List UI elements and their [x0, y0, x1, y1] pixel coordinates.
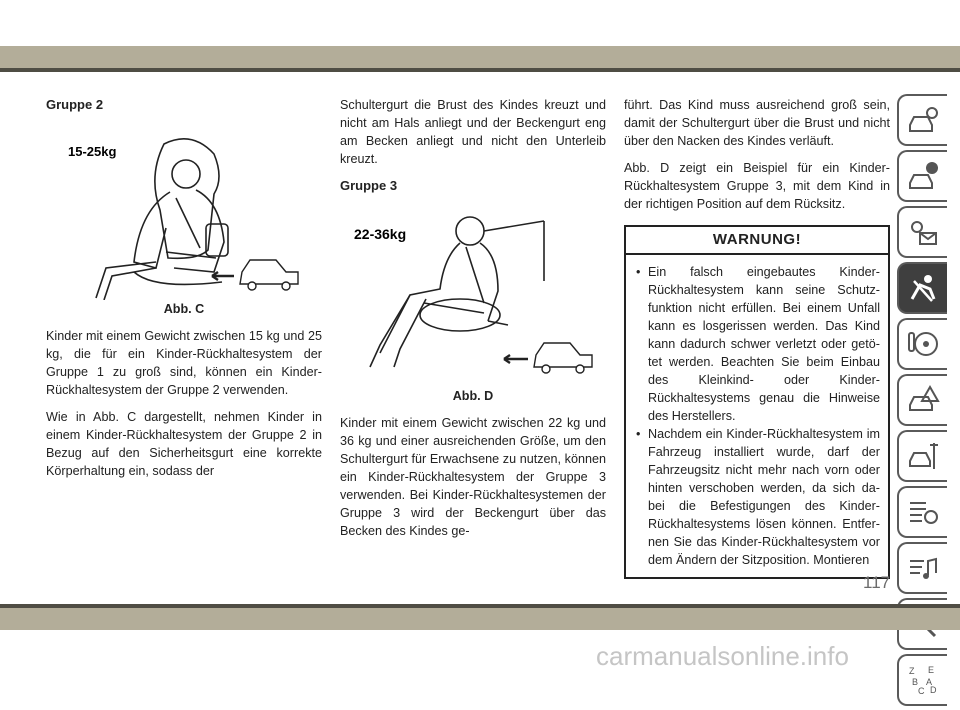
tab-dashboard-warning[interactable]	[897, 150, 947, 202]
tab-alphabet-index[interactable]	[897, 654, 947, 706]
lights-message-icon	[906, 215, 940, 249]
warning-title: WARNUNG!	[626, 227, 888, 255]
paragraph: führt. Das Kind muss ausreichend groß sein, damit der Schultergurt über die Brust und nicht über den Nacken des Kindes verläuft.	[624, 98, 890, 148]
figure-c	[46, 122, 322, 300]
footer-line	[0, 604, 960, 608]
column-2	[340, 96, 606, 549]
svg-text:A: A	[926, 677, 933, 687]
watermark: carmanualsonline.info	[596, 641, 849, 671]
tab-car-info[interactable]	[897, 94, 947, 146]
tab-multimedia[interactable]	[897, 542, 947, 594]
figure-d	[340, 203, 606, 387]
dashboard-warning-icon	[906, 159, 940, 193]
child-booster-seat-illustration	[46, 122, 322, 300]
car-info-icon	[906, 103, 940, 137]
car-icon	[504, 343, 592, 373]
warning-box	[624, 225, 890, 579]
paragraph: Kinder mit einem Gewicht zwischen 15 kg und 25 kg, die für ein Kinder-Rückhaltesystem der Gruppe 1 zu groß sind, können ein Kinder-Rückhaltesystem der Gruppe 2 verwenden.	[46, 329, 322, 397]
warning-item: • Nachdem ein Kinder-Rückhaltesystem im Fahrzeug installiert wurde, darf der Fahrzeugsitz nicht mehr nach vorn oder hinten verschoben werden, da sich da-bei die Befestigungen des Kinder-Rückhaltesystems lösen können. Entfer-nen Sie das Kinder-Rückhaltesystem vor dem Ändern der Sitzposition. Montieren	[634, 425, 880, 569]
figure-caption-c: Abb. C	[163, 302, 205, 316]
svg-text:E: E	[928, 665, 935, 675]
figure-weight-label: 22-36kg	[354, 226, 407, 242]
section-heading-gruppe-3: Gruppe 3	[340, 178, 398, 193]
safety-airbag-icon	[906, 271, 940, 305]
tab-safety[interactable]	[897, 262, 947, 314]
figure-caption-d: Abb. D	[452, 389, 494, 403]
paragraph: Kinder mit einem Gewicht zwischen 22 kg und 36 kg und einer ausreichenden Größe, um den Schultergurt für Erwachsene zu nutzen, können ein Kinder-Rückhaltesystem der Gruppe 3 verwenden. Bei Kinder-Rückhaltesystemen der Gruppe 3 wird der Beckengurt über das Becken des Kindes ge-	[340, 416, 606, 538]
emergency-triangle-icon	[906, 383, 940, 417]
svg-text:Z: Z	[909, 666, 915, 676]
tab-lights-message[interactable]	[897, 206, 947, 258]
paragraph: Abb. D zeigt ein Beispiel für ein Kinder-Rückhaltesystem Gruppe 3, mit dem Kind in der richtigen Position auf dem Rücksitz.	[624, 161, 890, 211]
figure-weight-label: 15-25kg	[68, 144, 117, 159]
tab-technical-data[interactable]	[897, 486, 947, 538]
svg-text:D: D	[930, 685, 937, 695]
steering-start-icon	[906, 327, 940, 361]
multimedia-icon	[906, 551, 940, 585]
header-line	[0, 68, 960, 72]
car-icon	[212, 260, 298, 290]
paragraph: Schultergurt die Brust des Kindes kreuzt und nicht am Hals anliegt und der Beckengurt eng am Becken anliegt und nicht den Unterleib kreuzt.	[340, 98, 606, 166]
paragraph: Wie in Abb. C dargestellt, nehmen Kinder in einem Kinder-Rückhaltesystem der Gruppe 2 in Bezug auf den Sicherheitsgurt eine korrekte Körperhaltung ein, sodass der	[46, 410, 322, 478]
tab-emergency[interactable]	[897, 374, 947, 426]
warning-list	[626, 263, 888, 569]
page-number: 117	[863, 573, 891, 592]
technical-data-icon	[906, 495, 940, 529]
header-band	[0, 0, 960, 46]
header-stripe	[0, 46, 960, 68]
column-1	[46, 96, 322, 489]
svg-text:B: B	[912, 677, 919, 687]
section-heading-gruppe-2: Gruppe 2	[46, 97, 104, 112]
tab-steering-start[interactable]	[897, 318, 947, 370]
child-booster-cushion-illustration	[340, 203, 606, 387]
service-tools-icon	[906, 439, 940, 473]
column-3	[624, 96, 890, 579]
alphabet-index-icon	[906, 663, 940, 697]
warning-item: • Ein falsch eingebautes Kinder-Rückhaltesystem kann seine Schutz-funktion nicht erfüllen. Bei einem Unfall kann es losgerissen werden. Das Kind kann dadurch schwer verletzt oder getö-tet werden. Beachten Sie beim Einbau des Kleinkind- oder Kinder-Rückhaltesystems genau die Hinweise des Herstellers.	[634, 263, 880, 425]
tab-service-tools[interactable]	[897, 430, 947, 482]
svg-text:C: C	[918, 686, 925, 696]
footer-band	[0, 604, 960, 630]
